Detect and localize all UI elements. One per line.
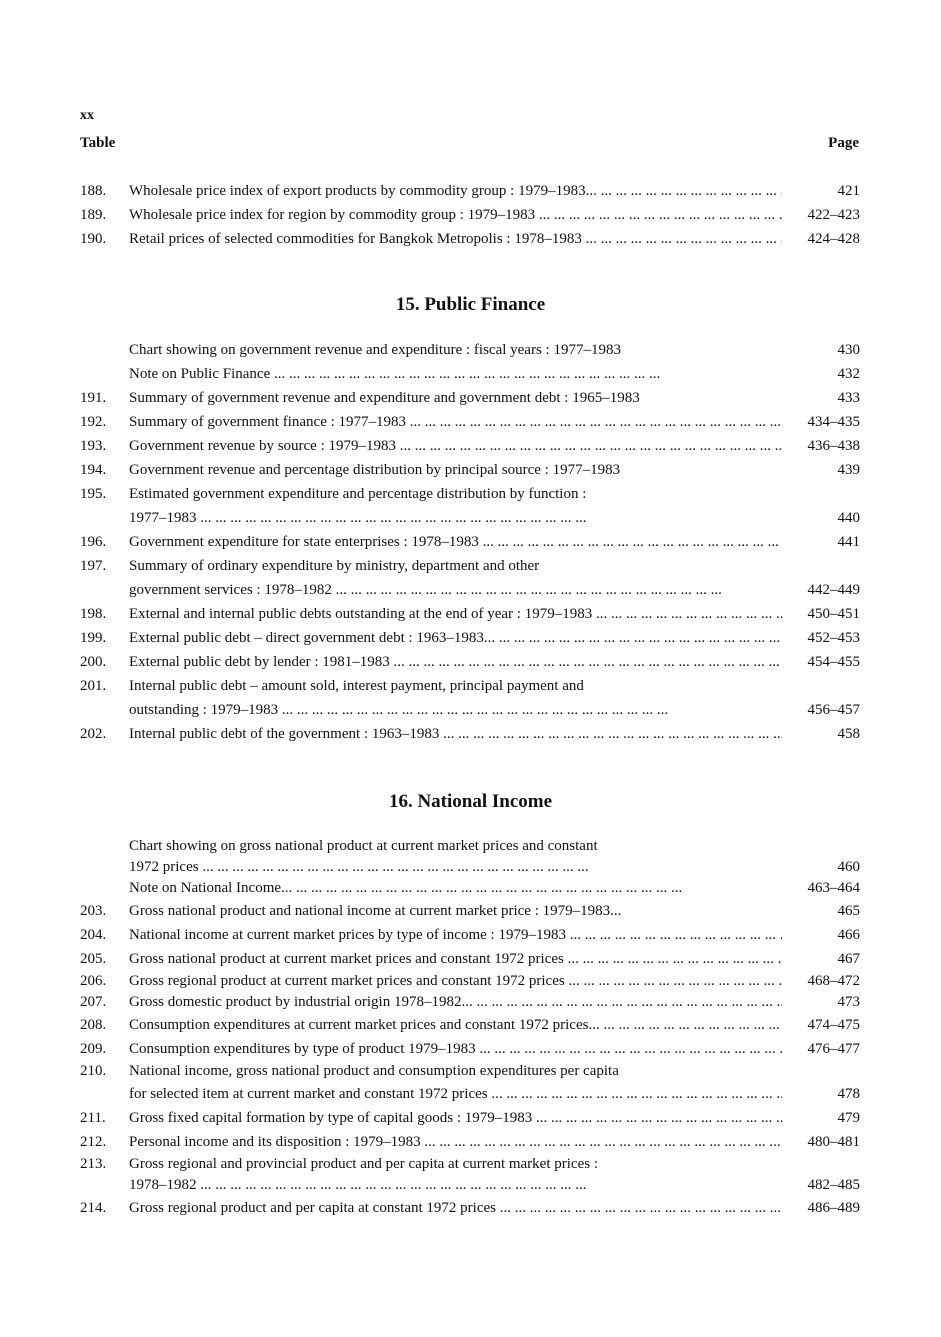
entry-title: Government revenue by source : 1979–1983 ... . (129, 434, 782, 458)
toc-entry (80, 602, 860, 626)
entry-number: 190. (80, 231, 107, 247)
entry-number: 198. (80, 606, 107, 622)
entry-page: 476–477 (807, 1041, 860, 1057)
entry-title: Internal public debt – amount sold, interest payment, principal payment and (129, 678, 584, 694)
entry-title: Summary of government revenue and expenditure and government debt : 1965–1983 (129, 390, 640, 406)
entry-page: 450–451 (807, 606, 860, 622)
entry-page: 430 (837, 342, 860, 358)
entry-number: 196. (80, 534, 107, 550)
entry-page: 478 (837, 1086, 860, 1102)
entry-number: 207. (80, 994, 107, 1010)
entry-page: 467 (837, 951, 860, 967)
entry-page: 424–428 (807, 231, 860, 247)
entry-title: for selected item at current market and constant 1972 prices ... . (129, 1082, 782, 1106)
entry-number: 199. (80, 630, 107, 646)
toc-entry (80, 674, 860, 698)
entry-title: Gross fixed capital formation by type of capital goods : 1979–1983 ... . (129, 1106, 782, 1130)
entry-page: 422–423 (807, 207, 860, 223)
toc-entry (80, 650, 860, 674)
column-header-table: Table (80, 135, 116, 151)
toc-entry (80, 992, 860, 1013)
toc-entry (80, 1196, 860, 1220)
toc-entry (80, 1154, 860, 1175)
entry-page: 454–455 (807, 654, 860, 670)
toc-entry (80, 434, 860, 458)
entry-number: 193. (80, 438, 107, 454)
toc-entry (80, 1106, 860, 1130)
entry-title: 1978–1982 ... . (129, 1175, 782, 1196)
entry-page: 463–464 (807, 880, 860, 896)
toc-entry (80, 857, 860, 878)
entry-title: Chart showing on government revenue and expenditure : fiscal years : 1977–1983 (129, 342, 621, 358)
entry-number: 213. (80, 1156, 107, 1172)
entry-title: External and internal public debts outstanding at the end of year : 1979–1983 ... . (129, 602, 782, 626)
entry-title: Gross national product and national income at current market price : 1979–1983... (129, 903, 622, 919)
entry-number: 202. (80, 726, 107, 742)
entry-title: Internal public debt of the government : 1963–1983 ... . (129, 722, 782, 746)
entry-title: Government revenue and percentage distribution by principal source : 1977–1983 (129, 462, 621, 478)
entry-title: Gross domestic product by industrial origin 1978–1982... ... . (129, 992, 782, 1013)
entry-title: Personal income and its disposition : 1979–1983 ... . (129, 1130, 782, 1154)
national-income-list (80, 836, 860, 1220)
entry-title: 1977–1983 ... . (129, 506, 782, 530)
entry-number: 192. (80, 414, 107, 430)
entry-title: Summary of government finance : 1977–1983 ... . (129, 410, 782, 434)
entry-page: 480–481 (807, 1134, 860, 1150)
entry-title: Gross regional product and per capita at constant 1972 prices ... . (129, 1196, 782, 1220)
section-title-national-income: 16. National Income (388, 791, 553, 812)
toc-entry (80, 530, 860, 554)
entry-page: 474–475 (807, 1017, 860, 1033)
toc-entry (80, 836, 860, 857)
toc-entry (80, 1037, 860, 1061)
entry-number: 200. (80, 654, 107, 670)
entry-page: 434–435 (807, 414, 860, 430)
column-header-page: Page (828, 135, 859, 151)
toc-entry (80, 971, 860, 992)
entry-title: 1972 prices ... . (129, 857, 782, 878)
entry-title: External public debt – direct government debt : 1963–1983... ... . (129, 626, 782, 650)
toc-entry (80, 506, 860, 530)
toc-entry (80, 410, 860, 434)
entry-title: Gross regional product at current market prices and constant 1972 prices ... . (129, 971, 782, 992)
entry-page: 439 (837, 462, 860, 478)
entry-page: 441 (837, 534, 860, 550)
entry-page: 466 (837, 927, 860, 943)
toc-entry (80, 698, 860, 722)
section-title-public-finance: 15. Public Finance (395, 294, 546, 315)
entry-title: Gross national product at current market prices and constant 1972 prices ... . (129, 947, 782, 971)
toc-entry (80, 947, 860, 971)
entry-title: Consumption expenditures by type of product 1979–1983 ... . (129, 1037, 782, 1061)
toc-entry (80, 1130, 860, 1154)
entry-page: 482–485 (807, 1177, 860, 1193)
entry-title: government services : 1978–1982 ... . (129, 578, 782, 602)
page-number: xx (80, 108, 94, 123)
entry-number: 214. (80, 1200, 107, 1216)
toc-entry (80, 722, 860, 746)
entry-title: Consumption expenditures at current market prices and constant 1972 prices... ... . (129, 1013, 782, 1037)
entry-number: 208. (80, 1017, 107, 1033)
entry-title: Government expenditure for state enterprises : 1978–1983 ... . (129, 530, 782, 554)
toc-entry (80, 338, 860, 362)
entry-title: External public debt by lender : 1981–1983 ... . (129, 650, 782, 674)
entry-number: 194. (80, 462, 107, 478)
entry-page: 468–472 (807, 973, 860, 989)
toc-entry (80, 626, 860, 650)
entry-title: Gross regional and provincial product and per capita at current market prices : (129, 1156, 598, 1172)
entry-number: 205. (80, 951, 107, 967)
entry-page: 458 (837, 726, 860, 742)
entry-number: 201. (80, 678, 107, 694)
toc-entry (80, 1013, 860, 1037)
entry-page: 486–489 (807, 1200, 860, 1216)
toc-entry (80, 578, 860, 602)
toc-entry (80, 554, 860, 578)
entry-number: 211. (80, 1110, 106, 1126)
entry-page: 479 (837, 1110, 860, 1126)
entry-number: 191. (80, 390, 107, 406)
entry-title: Chart showing on gross national product at current market prices and constant (129, 838, 598, 854)
entry-page: 433 (837, 390, 860, 406)
entry-title: Note on National Income... ... . (129, 878, 782, 899)
entry-number: 210. (80, 1063, 107, 1079)
entry-page: 421 (837, 183, 860, 199)
entry-number: 203. (80, 903, 107, 919)
top-entries-list (80, 179, 860, 251)
entry-number: 204. (80, 927, 107, 943)
entry-title: Note on Public Finance ... . (129, 362, 782, 386)
toc-entry (80, 1061, 860, 1082)
entry-title: Estimated government expenditure and percentage distribution by function : (129, 486, 587, 502)
entry-page: 432 (837, 366, 860, 382)
entry-page: 442–449 (807, 582, 860, 598)
public-finance-list (80, 338, 860, 746)
toc-entry (80, 179, 860, 203)
entry-page: 436–438 (807, 438, 860, 454)
toc-entry (80, 878, 860, 899)
entry-number: 209. (80, 1041, 107, 1057)
entry-page: 465 (837, 903, 860, 919)
toc-entry (80, 899, 860, 923)
entry-title: Retail prices of selected commodities for Bangkok Metropolis : 1978–1983 ... . (129, 227, 782, 251)
entry-page: 440 (837, 510, 860, 526)
entry-title: Wholesale price index for region by commodity group : 1979–1983 ... . (129, 203, 782, 227)
toc-entry (80, 458, 860, 482)
toc-entry (80, 203, 860, 227)
toc-entry (80, 386, 860, 410)
toc-entry (80, 227, 860, 251)
entry-title: Summary of ordinary expenditure by ministry, department and other (129, 558, 540, 574)
entry-title: National income, gross national product and consumption expenditures per capita (129, 1063, 619, 1079)
entry-number: 189. (80, 207, 107, 223)
entry-page: 452–453 (807, 630, 860, 646)
entry-number: 206. (80, 973, 107, 989)
entry-page: 473 (837, 994, 860, 1010)
toc-entry (80, 362, 860, 386)
entry-title: outstanding : 1979–1983 ... . (129, 698, 782, 722)
toc-entry (80, 1082, 860, 1106)
entry-number: 188. (80, 183, 107, 199)
toc-entry (80, 1175, 860, 1196)
toc-entry (80, 923, 860, 947)
entry-page: 456–457 (807, 702, 860, 718)
entry-number: 212. (80, 1134, 107, 1150)
entry-number: 195. (80, 486, 107, 502)
entry-number: 197. (80, 558, 107, 574)
entry-title: National income at current market prices by type of income : 1979–1983 ... . (129, 923, 782, 947)
entry-title: Wholesale price index of export products by commodity group : 1979–1983... ... . (129, 179, 782, 203)
entry-page: 460 (837, 859, 860, 875)
toc-entry (80, 482, 860, 506)
